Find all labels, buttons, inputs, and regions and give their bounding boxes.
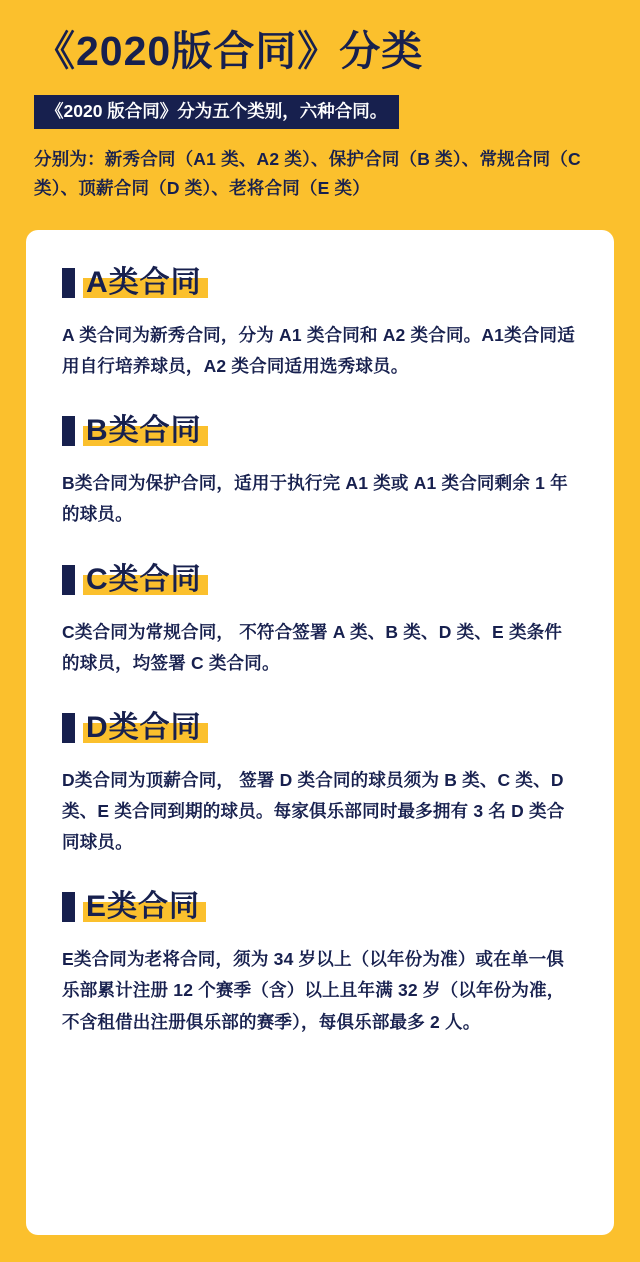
section-a-title-wrap	[86, 268, 202, 298]
section-e-heading	[62, 892, 578, 922]
section-e-title-wrap	[86, 892, 200, 922]
section-c-title: C类合同	[86, 562, 202, 596]
section-d-heading	[62, 710, 578, 744]
section-a-title: A类合同	[86, 266, 202, 299]
section-e-title: E类合同	[86, 890, 201, 924]
section-b	[62, 416, 578, 530]
square-bullet-icon	[62, 713, 75, 743]
header-description: 分别为：新秀合同（A1 类、A2 类）、保护合同（B 类）、常规合同（C 类）、顶薪合同（D 类）、老将合同（E 类）	[34, 149, 581, 198]
section-d-title-wrap	[86, 710, 202, 744]
section-a-body: A 类合同为新秀合同，分为 A1 类合同和 A2 类合同。A1类合同适用自行培养球员，A2 类合同适用选秀球员。	[62, 325, 575, 377]
page-title: 《2020版合同》分类	[34, 28, 424, 74]
section-c-title-wrap	[86, 562, 202, 596]
section-a-heading	[62, 268, 578, 298]
square-bullet-icon	[62, 565, 75, 595]
section-a	[62, 268, 578, 382]
section-e-body: E类合同为老将合同，须为 34 岁以上（以年份为准）或在单一俱乐部累计注册 12 个赛季（含）以上且年满 32 岁（以年份为准，不含租借出注册俱乐部的赛季），每俱乐部最多 2 人。	[62, 949, 565, 1032]
header	[0, 0, 640, 202]
section-c-heading	[62, 562, 578, 596]
section-d-body: D类合同为顶薪合同， 签署 D 类合同的球员须为 B 类、C 类、D 类、E 类合同到期的球员。每家俱乐部同时最多拥有 3 名 D 类合同球员。	[62, 769, 565, 853]
square-bullet-icon	[62, 268, 75, 298]
content-card	[26, 230, 614, 1235]
section-e	[62, 892, 578, 1037]
subtitle-banner: 《2020 版合同》分为五个类别，六种合同。	[34, 95, 399, 129]
section-b-body: B类合同为保护合同，适用于执行完 A1 类或 A1 类合同剩余 1 年的球员。	[62, 473, 568, 525]
section-c-body: C类合同为常规合同， 不符合签署 A 类、B 类、D 类、E 类条件的球员，均签署 C 类合同。	[62, 621, 563, 673]
square-bullet-icon	[62, 416, 75, 446]
section-b-title: B类合同	[86, 414, 202, 448]
section-c	[62, 562, 578, 679]
section-b-title-wrap	[86, 416, 202, 446]
section-d	[62, 710, 578, 858]
section-d-title: D类合同	[86, 710, 202, 744]
square-bullet-icon	[62, 892, 75, 922]
section-b-heading	[62, 416, 578, 446]
